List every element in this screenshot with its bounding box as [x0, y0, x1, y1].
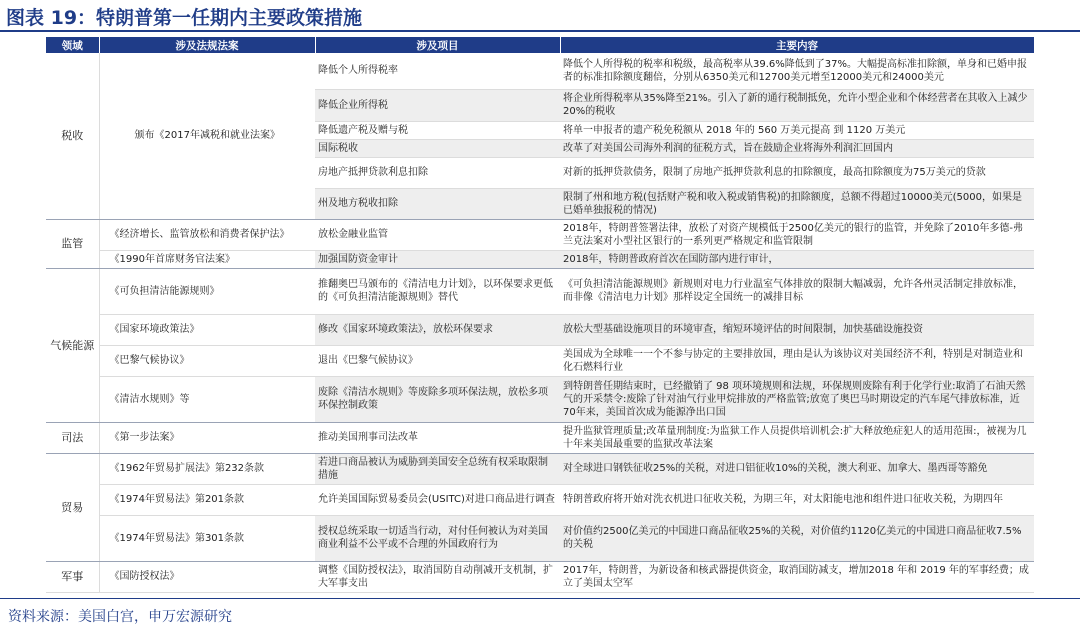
domain-cell: 税收 [46, 53, 99, 219]
item-cell: 若进口商品被认为威胁到美国安全总统有权采取限制措施 [315, 453, 560, 484]
header-item: 涉及项目 [315, 37, 560, 53]
content-cell: 改革了对美国公司海外利润的征税方式，旨在鼓励企业将海外利润汇回国内 [560, 139, 1034, 157]
table-row [46, 453, 1034, 484]
content-cell: 到特朗普任期结束时，已经撤销了 98 项环境规则和法规，环保规则废除有利于化学行业:取消了石油天然气的开采禁令:废除了针对油气行业甲烷排放的严格监管;放宽了奥巴马时期设定的汽车尾气排放标准，近70年来，美国首次成为能源净出口国 [560, 376, 1034, 422]
table-row [46, 345, 1034, 376]
item-cell: 放松金融业监管 [315, 219, 560, 250]
law-cell: 《1974年贸易法》第201条款 [99, 484, 315, 515]
law-cell: 《1990年首席财务官法案》 [99, 250, 315, 268]
table-row [46, 53, 1034, 89]
law-cell: 《清洁水规则》等 [99, 376, 315, 422]
item-cell: 允许美国国际贸易委员会(USITC)对进口商品进行调查 [315, 484, 560, 515]
content-cell: 《可负担清洁能源规则》新规则对电力行业温室气体排放的限制大幅减弱，允许各州灵活制定排放标准，而非像《清洁电力计划》那样设定全国统一的减排目标 [560, 268, 1034, 314]
item-cell: 推翻奥巴马颁布的《清洁电力计划》，以环保要求更低的《可负担清洁能源规则》替代 [315, 268, 560, 314]
item-cell: 加强国防资金审计 [315, 250, 560, 268]
item-cell: 退出《巴黎气候协议》 [315, 345, 560, 376]
item-cell: 降低遗产税及赠与税 [315, 121, 560, 139]
table-row [46, 561, 1034, 592]
law-cell: 《巴黎气候协议》 [99, 345, 315, 376]
header-content: 主要内容 [560, 37, 1034, 53]
content-cell: 美国成为全球唯一一个不参与协定的主要排放国，理由是认为该协议对美国经济不利，特别是对制造业和化石燃料行业 [560, 345, 1034, 376]
domain-cell: 气候能源 [46, 268, 99, 422]
content-cell: 将单一申报者的遗产税免税额从 2018 年的 560 万美元提高 到 1120 万美元 [560, 121, 1034, 139]
item-cell: 降低企业所得税 [315, 89, 560, 121]
table-row [46, 268, 1034, 314]
bottom-divider [0, 598, 1080, 599]
content-cell: 对价值约2500亿美元的中国进口商品征收25%的关税，对价值约1120亿美元的中国进口商品征收7.5%的关税 [560, 515, 1034, 561]
table-row [46, 515, 1034, 561]
content-cell: 提升监狱管理质量;改革量刑制度:为监狱工作人员提供培训机会:扩大释放绝症犯人的适用范围:，被视为几十年来美国最重要的监狱改革法案 [560, 422, 1034, 453]
item-cell: 调整《国防授权法》，取消国防自动削减开支机制，扩大军事支出 [315, 561, 560, 592]
content-cell: 限制了州和地方税(包括财产税和收入税或销售税)的扣除额度，总额不得超过10000美元(5000，如果是已婚单独报税的情况) [560, 188, 1034, 219]
law-cell: 《1962年贸易扩展法》第232条款 [99, 453, 315, 484]
content-cell: 对新的抵押贷款债务，限制了房地产抵押贷款利息的扣除额度，最高扣除额度为75万美元的贷款 [560, 157, 1034, 188]
content-cell: 放松大型基础设施项目的环境审查，缩短环境评估的时间限制，加快基础设施投资 [560, 314, 1034, 345]
domain-cell: 司法 [46, 422, 99, 453]
table-row [46, 219, 1034, 250]
header-domain: 领域 [46, 37, 99, 53]
item-cell: 房地产抵押贷款利息扣除 [315, 157, 560, 188]
chart-title: 图表 19：特朗普第一任期内主要政策措施 [6, 7, 363, 29]
content-cell: 2018年，特朗普签署法律，放松了对资产规模低于2500亿美元的银行的监管，并免除了2010年多德-弗兰克法案对小型社区银行的一系列更严格规定和监管限制 [560, 219, 1034, 250]
law-cell: 《国家环境政策法》 [99, 314, 315, 345]
table-row [46, 250, 1034, 268]
item-cell: 推动美国刑事司法改革 [315, 422, 560, 453]
content-cell: 将企业所得税率从35%降至21%。引入了新的通行税制抵免，允许小型企业和个体经营者在其收入上减少20%的税收 [560, 89, 1034, 121]
law-cell: 《国防授权法》 [99, 561, 315, 592]
item-cell: 授权总统采取一切适当行动，对付任何被认为对美国商业利益不公平或不合理的外国政府行为 [315, 515, 560, 561]
table-row [46, 314, 1034, 345]
domain-cell: 监管 [46, 219, 99, 268]
law-cell: 《1974年贸易法》第301条款 [99, 515, 315, 561]
content-cell: 2018年，特朗普政府首次在国防部内进行审计， [560, 250, 1034, 268]
domain-cell: 军事 [46, 561, 99, 592]
item-cell: 降低个人所得税率 [315, 53, 560, 89]
title-bar [0, 0, 1080, 32]
content-cell: 对全球进口钢铁征收25%的关税，对进口铝征收10%的关税，澳大利亚、加拿大、墨西哥等豁免 [560, 453, 1034, 484]
domain-cell: 贸易 [46, 453, 99, 561]
content-cell: 特朗普政府将开始对洗衣机进口征收关税，为期三年，对太阳能电池和组件进口征收关税，为期四年 [560, 484, 1034, 515]
policy-table [46, 37, 1035, 593]
content-cell: 降低个人所得税的税率和税级，最高税率从39.6%降低到了37%。大幅提高标准扣除额，单身和已婚申报者的标准扣除额度翻倍，分别从6350美元和12700美元增至12000美元和24000美元 [560, 53, 1034, 89]
item-cell: 修改《国家环境政策法》，放松环保要求 [315, 314, 560, 345]
law-cell: 《第一步法案》 [99, 422, 315, 453]
source-note: 资料来源：美国白宫，申万宏源研究 [8, 609, 232, 625]
table-header-row [46, 37, 1034, 53]
item-cell: 国际税收 [315, 139, 560, 157]
content-cell: 2017年，特朗普，为新设备和核武器提供资金，取消国防减支，增加2018 年和 2019 年的军事经费；成立了美国太空军 [560, 561, 1034, 592]
law-cell: 颁布《2017年减税和就业法案》 [99, 53, 315, 219]
law-cell: 《经济增长、监管放松和消费者保护法》 [99, 219, 315, 250]
item-cell: 州及地方税收扣除 [315, 188, 560, 219]
table-row [46, 422, 1034, 453]
table-row [46, 484, 1034, 515]
law-cell: 《可负担清洁能源规则》 [99, 268, 315, 314]
table-row [46, 376, 1034, 422]
item-cell: 废除《清洁水规则》等废除多项环保法规，放松多项环保控制政策 [315, 376, 560, 422]
header-law: 涉及法规法案 [99, 37, 315, 53]
